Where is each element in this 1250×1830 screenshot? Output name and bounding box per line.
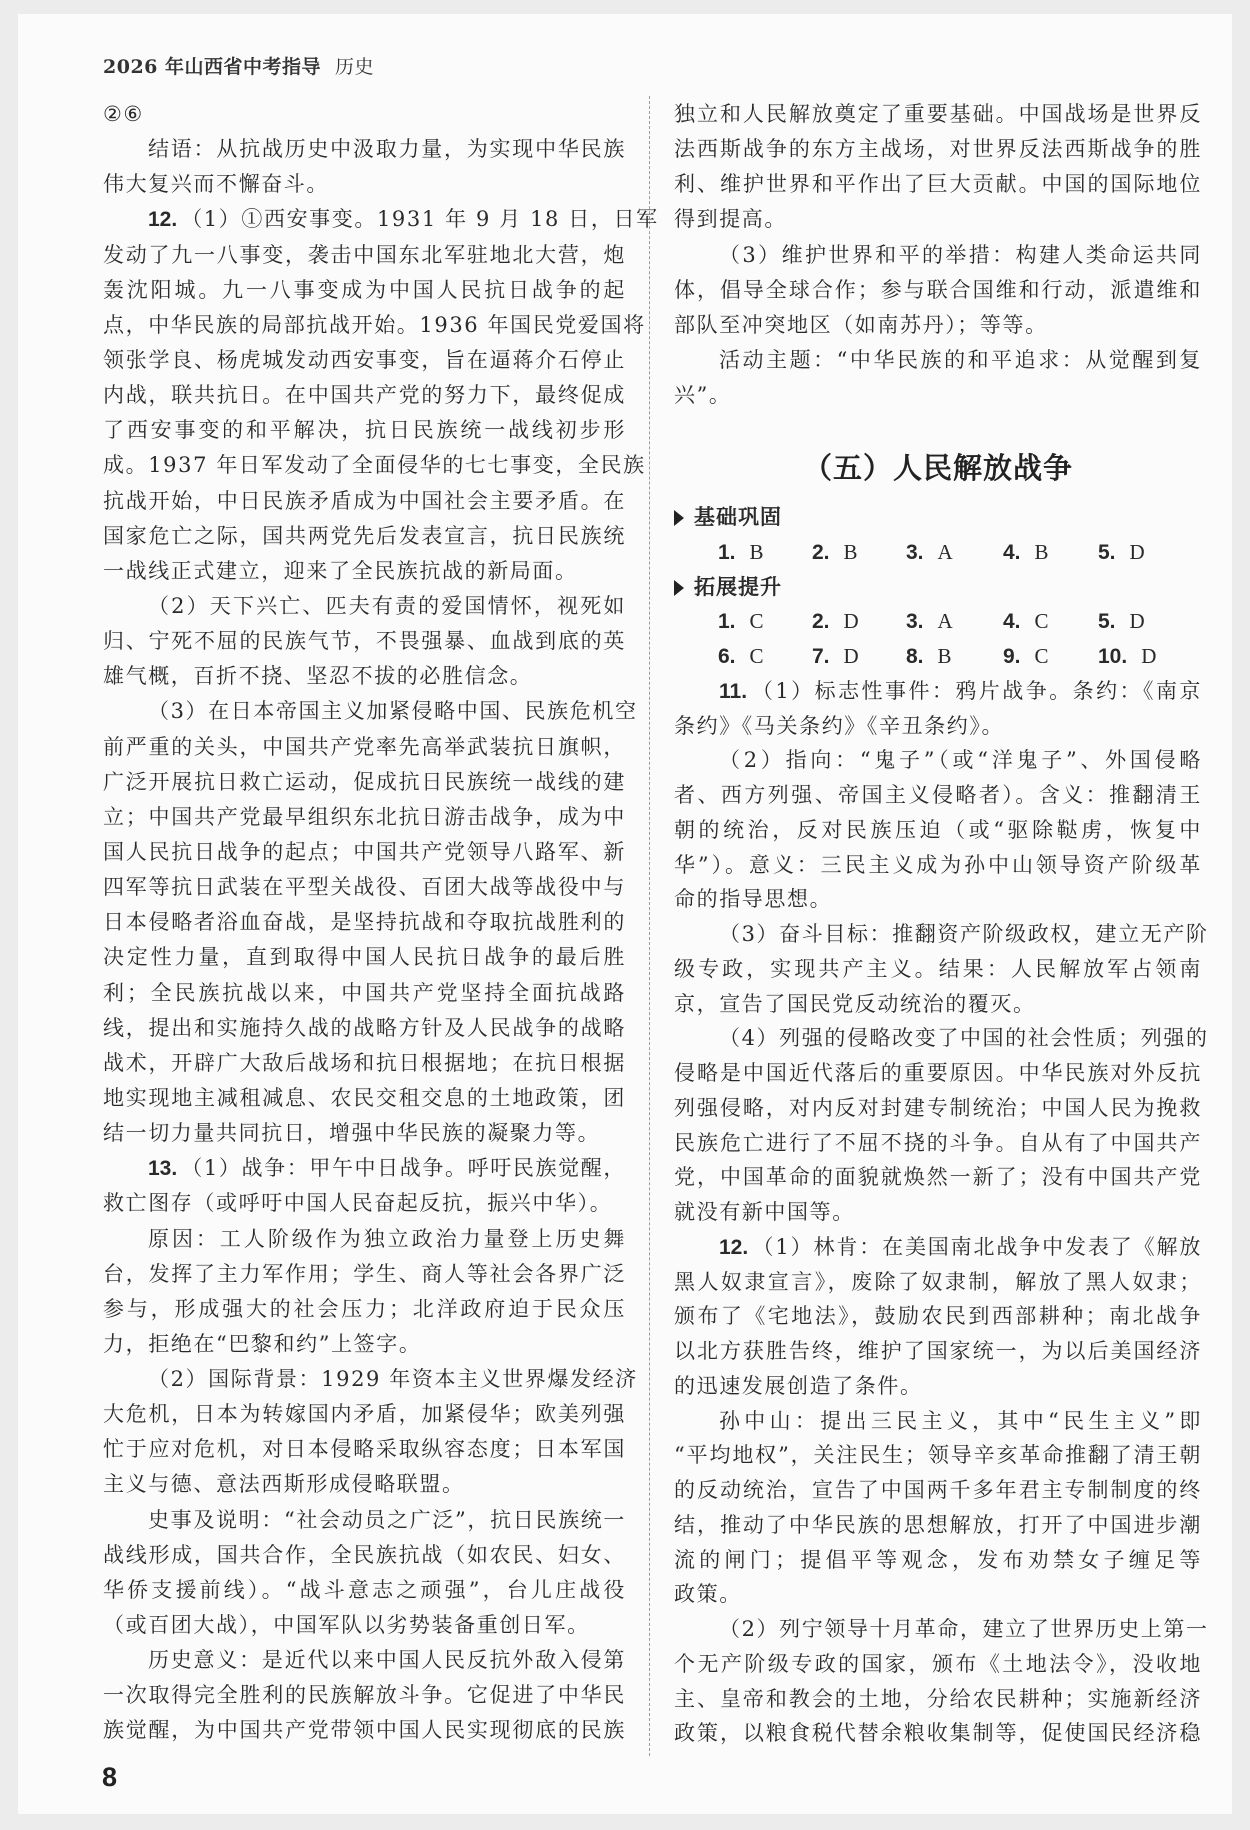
answer-item <box>812 604 860 640</box>
text-line <box>674 709 1202 744</box>
line-text: 立；中国共产党最早组织东北抗日游击战争，成为中 <box>103 804 626 829</box>
text-line <box>674 1021 1209 1056</box>
text-line <box>674 1508 1202 1543</box>
line-text: 台，发挥了主力军作用；学生、商人等社会各界广泛 <box>103 1261 626 1286</box>
line-text: 者、西方列强、帝国主义侵略者）。含义：推翻清王 <box>674 783 1202 807</box>
text-line <box>103 1081 626 1116</box>
line-text: 法西斯战争的东方主战场，对世界反法西斯战争的胜 <box>674 137 1202 162</box>
text-line <box>103 835 626 870</box>
text-line <box>103 1503 626 1538</box>
answer-number: 1. <box>718 540 736 564</box>
text-line <box>103 1643 626 1678</box>
text-line <box>674 167 1202 202</box>
answer-number: 5. <box>1098 610 1116 634</box>
line-text: 政策。 <box>674 1582 742 1607</box>
answer-number: 1. <box>718 610 736 634</box>
text-line <box>103 694 638 729</box>
column-divider <box>649 96 650 1756</box>
text-line <box>674 882 1202 917</box>
text-line <box>103 976 626 1011</box>
running-header <box>103 52 374 79</box>
text-line <box>674 343 1202 378</box>
answer-number: 5. <box>1098 540 1116 564</box>
right-column-bottom <box>674 500 1209 1751</box>
text-line <box>103 1011 626 1046</box>
answer-choice: C <box>1034 644 1051 668</box>
question-number: 12. <box>148 208 178 232</box>
text-line <box>103 1432 626 1467</box>
answer-choice: A <box>937 539 955 564</box>
line-text: 颁布了《宅地法》，鼓励农民到西部耕种；南北战争 <box>674 1304 1202 1329</box>
answer-number: 4. <box>1003 540 1021 564</box>
document-page <box>18 14 1232 1814</box>
text-line <box>674 1195 1202 1230</box>
line-text: 主义与德、意法西斯形成侵略联盟。 <box>103 1472 465 1497</box>
answer-choice: C <box>749 644 766 668</box>
paragraph <box>674 1021 1209 1230</box>
line-text: 领张学良、杨虎城发动西安事变，旨在逼蒋介石停止 <box>103 347 626 372</box>
text-line <box>103 413 626 448</box>
line-text: 以北方获胜告终，维护了国家统一，为以后美国经济 <box>674 1339 1202 1363</box>
line-text: 战术，开辟广大敌后战场和抗日根据地；在抗日根据 <box>103 1050 626 1075</box>
line-text: 体，倡导全球合作；参与联合国维和行动，派遣维和 <box>674 277 1202 302</box>
answer-item <box>1003 535 1050 571</box>
answer-item <box>906 639 953 675</box>
line-text: （4）列强的侵略改变了中国的社会性质；列强的 <box>719 1026 1209 1051</box>
answer-number: 2. <box>812 540 830 564</box>
line-text: 决定性力量，直到取得中国人民抗日战争的最后胜 <box>103 945 626 970</box>
text-line <box>674 1299 1202 1334</box>
line-text: 级专政，实现共产主义。结果：人民解放军占领南 <box>674 956 1202 981</box>
text-line <box>674 378 1202 413</box>
answer-choice: B <box>843 539 860 564</box>
header-subject: 历史 <box>335 56 375 78</box>
answer-choice: B <box>937 644 954 668</box>
line-text: （2）指向：“鬼子”（或“洋鬼子”、外国侵略 <box>719 748 1202 773</box>
line-text: 战线形成，国共合作，全民族抗战（如农民、妇女、 <box>103 1542 626 1567</box>
text-line <box>674 1577 1202 1612</box>
line-text: 的迅速发展创造了条件。 <box>674 1373 923 1398</box>
text-line <box>674 848 1202 883</box>
text-line <box>674 238 1202 273</box>
line-text: 雄气概，百折不挠、坚忍不拔的必胜信念。 <box>103 664 533 689</box>
triangle-bullet-icon <box>674 580 684 596</box>
text-line <box>674 132 1202 167</box>
answer-item <box>718 535 765 571</box>
text-line <box>674 1612 1209 1647</box>
text-line <box>103 800 626 835</box>
answer-item <box>718 604 765 640</box>
text-line <box>674 1091 1202 1126</box>
text-line <box>674 1404 1202 1439</box>
line-text: ②⑥ <box>103 102 144 126</box>
answer-number: 3. <box>906 610 924 634</box>
text-line <box>674 1543 1202 1578</box>
line-text: （3）维护世界和平的举措：构建人类命运共同 <box>719 242 1202 267</box>
text-line <box>103 940 626 975</box>
answer-number: 2. <box>812 610 830 634</box>
text-line <box>103 1573 626 1608</box>
answer-item <box>906 604 954 640</box>
answer-item <box>1098 639 1158 675</box>
answer-choice: A <box>937 609 955 634</box>
text-line <box>674 97 1202 132</box>
text-line <box>674 1265 1202 1300</box>
line-text: （3）在日本帝国主义加紧侵略中国、民族危机空 <box>148 699 638 724</box>
paragraph <box>103 1222 626 1363</box>
line-text: 民族危亡进行了不屈不挠的斗争。自从有了中国共产 <box>674 1130 1202 1155</box>
line-text: 华”）。意义：三民主义成为孙中山领导资产阶级革 <box>674 852 1202 877</box>
text-line <box>103 1292 626 1327</box>
subsection-label: 拓展提升 <box>694 574 782 599</box>
answer-item <box>1098 604 1146 640</box>
paragraph <box>103 132 626 202</box>
line-text: 个无产阶级专政的国家，颁布《土地法令》，没收地 <box>674 1651 1202 1676</box>
answer-choice: C <box>1034 609 1051 634</box>
text-line <box>103 308 646 343</box>
text-line <box>103 519 626 554</box>
line-text: 救亡图存（或呼吁中国人民奋起反抗，振兴中华）。 <box>103 1191 613 1216</box>
text-line <box>674 952 1202 987</box>
answer-item <box>1003 604 1050 640</box>
line-text: （1）标志性事件：鸦片战争。条约：《南京 <box>751 678 1202 703</box>
answer-item <box>1098 535 1146 571</box>
answer-item <box>1003 639 1050 675</box>
line-text: 京，宣告了国民党反动统治的覆灭。 <box>674 991 1036 1016</box>
text-line <box>103 448 646 483</box>
text-line <box>103 1397 626 1432</box>
section-title: （五）人民解放战争 <box>802 453 1073 485</box>
line-text: 朝的统治，反对民族压迫（或“驱除鞑虏，恢复中 <box>674 817 1202 842</box>
text-line <box>103 1608 626 1643</box>
answer-item <box>812 639 860 675</box>
text-line <box>674 1716 1202 1751</box>
text-line <box>674 308 1202 343</box>
text-line <box>674 1473 1202 1508</box>
triangle-bullet-icon <box>674 510 684 526</box>
text-line <box>674 813 1202 848</box>
line-text: 结语：从抗战历史中汲取力量，为实现中华民族 <box>148 137 626 162</box>
text-line <box>103 624 626 659</box>
line-text: 轰沈阳城。九一八事变成为中国人民抗日战争的起 <box>103 277 626 302</box>
line-text: （2）列宁领导十月革命，建立了世界历史上第一 <box>719 1617 1209 1641</box>
line-text: 史事及说明：“社会动员之广泛”，抗日民族统一 <box>148 1507 626 1532</box>
text-line <box>103 1186 626 1221</box>
answer-row <box>674 535 1202 570</box>
text-line <box>674 917 1209 952</box>
line-text: 发动了九一八事变，袭击中国东北军驻地北大营，炮 <box>103 242 626 267</box>
answer-choice: C <box>749 609 766 634</box>
paragraph <box>674 743 1202 917</box>
left-column <box>103 97 659 1749</box>
answer-number: 10. <box>1098 645 1128 668</box>
paragraph <box>674 97 1202 238</box>
question-number: 13. <box>148 1157 178 1181</box>
line-text: 线，提出和实施持久战的战略方针及人民战争的战略 <box>103 1015 626 1040</box>
text-line <box>674 1160 1202 1195</box>
text-line <box>103 659 626 694</box>
paragraph <box>674 343 1202 413</box>
line-text: 独立和人民解放奠定了重要基础。中国战场是世界反 <box>674 102 1202 126</box>
line-text: 抗战开始，中日民族矛盾成为中国社会主要矛盾。在 <box>103 488 626 513</box>
line-text: 得到提高。 <box>674 207 787 232</box>
line-text: 活动主题：“中华民族的和平追求：从觉醒到复 <box>719 347 1202 372</box>
line-text: 力，拒绝在“巴黎和约”上签字。 <box>103 1331 422 1356</box>
line-text: 四军等抗日武装在平型关战役、百团大战等战役中与 <box>103 875 626 900</box>
line-text: 国家危亡之际，国共两党先后发表宣言，抗日民族统 <box>103 523 626 548</box>
text-line <box>103 765 626 800</box>
line-text: 忙于应对危机，对日本侵略采取纵容态度；日本军国 <box>103 1437 626 1462</box>
line-text: 结一切力量共同抗日，增强中华民族的凝聚力等。 <box>103 1121 601 1146</box>
subsection-heading <box>674 500 1202 535</box>
paragraph <box>103 1643 626 1748</box>
line-text: （1）①西安事变。1931 年 9 月 18 日，日军 <box>181 207 659 232</box>
text-line <box>103 484 626 519</box>
line-text: 日本侵略者浴血奋战，是坚持抗战和夺取抗战胜利的 <box>103 910 626 935</box>
subsection-heading <box>674 570 1202 605</box>
text-line <box>103 1257 626 1292</box>
text-line <box>674 1682 1202 1717</box>
paragraph <box>103 1151 626 1221</box>
text-line <box>674 1230 1202 1265</box>
text-line <box>103 97 626 132</box>
answer-item <box>718 639 765 675</box>
paragraph <box>674 917 1209 1021</box>
question-number: 11. <box>719 679 748 703</box>
line-text: 国人民抗日战争的起点；中国共产党领导八路军、新 <box>103 839 626 864</box>
header-title: 2026 年山西省中考指导 <box>103 56 321 78</box>
text-line <box>103 870 626 905</box>
answer-choice: D <box>843 644 861 668</box>
text-line <box>103 1678 626 1713</box>
line-text: 大危机，日本为转嫁国内矛盾，加紧侵华；欧美列强 <box>103 1402 626 1427</box>
line-text: 点，中华民族的局部抗战开始。1936 年国民党爱国将 <box>103 312 646 337</box>
answer-choice: D <box>1141 644 1158 668</box>
text-line <box>674 1438 1202 1473</box>
line-text: 命的指导思想。 <box>674 887 833 912</box>
text-line <box>103 132 626 167</box>
answer-row <box>674 639 1202 674</box>
line-text: （1）战争：甲午中日战争。呼吁民族觉醒， <box>181 1156 626 1181</box>
paragraph <box>103 589 626 694</box>
line-text: 政策，以粮食税代替余粮收集制等，促使国民经济稳 <box>674 1721 1202 1746</box>
text-line <box>103 1327 626 1362</box>
answer-choice: B <box>749 539 766 564</box>
text-line <box>103 343 626 378</box>
answer-choice: D <box>1129 609 1147 634</box>
text-line <box>103 1362 638 1397</box>
paragraph <box>674 1230 1202 1404</box>
text-line <box>103 1046 626 1081</box>
line-text: 一战线正式建立，迎来了全民族抗战的新局面。 <box>103 558 578 583</box>
line-text: 广泛开展抗日救亡运动，促成抗日民族统一战线的建 <box>103 769 626 794</box>
line-text: 的反动统治，宣告了中国两千多年君主专制制度的终 <box>674 1478 1202 1502</box>
line-text: （3）奋斗目标：推翻资产阶级政权，建立无产阶 <box>719 922 1209 946</box>
line-text: 了西安事变的和平解决，抗日民族统一战线初步形 <box>103 418 626 443</box>
line-text: 利；全民族抗战以来，中国共产党坚持全面抗战路 <box>103 980 626 1005</box>
page-number: 8 <box>102 1762 118 1792</box>
text-line <box>103 378 626 413</box>
text-line <box>674 1126 1202 1161</box>
text-line <box>103 1467 626 1502</box>
text-line <box>674 778 1202 813</box>
line-text: 利、维护世界和平作出了巨大贡献。中国的国际地位 <box>674 172 1202 197</box>
text-line <box>103 238 626 273</box>
line-text: 华侨支援前线）。“战斗意志之顽强”，台儿庄战役 <box>103 1577 626 1602</box>
line-text: 一次取得完全胜利的民族解放斗争。它促进了中华民 <box>103 1683 626 1708</box>
paragraph <box>103 694 638 1151</box>
paragraph <box>103 202 659 589</box>
line-text: 主、皇帝和教会的土地，分给农民耕种；实施新经济 <box>674 1686 1202 1711</box>
line-text: （2）国际背景：1929 年资本主义世界爆发经济 <box>148 1367 638 1392</box>
paragraph <box>103 1362 638 1503</box>
line-text: 参与，形成强大的社会压力；北洋政府迫于民众压 <box>103 1296 626 1321</box>
text-line <box>674 1334 1202 1369</box>
line-text: 列强侵略，对内反对封建专制统治；中国人民为挽救 <box>674 1095 1202 1120</box>
answer-choice: D <box>843 609 861 634</box>
line-text: 伟大复兴而不懈奋斗。 <box>103 172 329 197</box>
line-text: 黑人奴隶宣言》，废除了奴隶制，解放了黑人奴隶； <box>674 1269 1202 1294</box>
text-line <box>103 905 626 940</box>
line-text: 结，推动了中华民族的思想解放，打开了中国进步潮 <box>674 1512 1202 1537</box>
paragraph <box>674 1612 1209 1751</box>
text-line <box>103 1116 626 1151</box>
line-text: 侵略是中国近代落后的重要原因。中华民族对外反抗 <box>674 1061 1202 1085</box>
answer-choice: D <box>1129 539 1147 564</box>
answer-choice: B <box>1034 539 1051 564</box>
text-line <box>103 1538 626 1573</box>
answer-number: 6. <box>718 645 736 668</box>
subsection-label: 基础巩固 <box>694 505 782 529</box>
line-text: 内战，联共抗日。在中国共产党的努力下，最终促成 <box>103 383 626 408</box>
text-line <box>103 1222 626 1257</box>
paragraph <box>674 1404 1202 1613</box>
text-line <box>103 554 626 589</box>
line-text: 党，中国革命的面貌就焕然一新了；没有中国共产党 <box>674 1165 1202 1190</box>
line-text: （或百团大战），中国军队以劣势装备重创日军。 <box>103 1613 590 1638</box>
line-text: 就没有新中国等。 <box>674 1200 855 1224</box>
answer-number: 4. <box>1003 610 1021 634</box>
answer-number: 7. <box>812 645 830 668</box>
paragraph <box>103 97 626 132</box>
text-line <box>674 273 1202 308</box>
line-text: 流的闸门；提倡平等观念，发布劝禁女子缠足等 <box>674 1547 1202 1572</box>
text-line <box>103 589 626 624</box>
text-line <box>103 1151 626 1186</box>
line-text: 原因：工人阶级作为独立政治力量登上历史舞 <box>148 1226 626 1251</box>
text-line <box>674 202 1202 237</box>
text-line <box>674 1056 1202 1091</box>
answer-item <box>906 535 954 571</box>
line-text: 地实现地主减租减息、农民交租交息的土地政策，团 <box>103 1085 626 1110</box>
text-line <box>103 202 659 237</box>
line-text: 部队至冲突地区（如南苏丹）；等等。 <box>674 312 1048 337</box>
question-number: 12. <box>719 1235 749 1259</box>
paragraph <box>674 238 1202 343</box>
text-line <box>103 167 626 202</box>
answer-row <box>674 604 1202 639</box>
answer-number: 8. <box>906 645 924 668</box>
line-text: 兴”。 <box>674 383 732 408</box>
answer-number: 3. <box>906 540 924 564</box>
text-line <box>103 1713 626 1748</box>
text-line <box>674 743 1202 778</box>
right-column-top <box>674 97 1202 413</box>
text-line <box>674 1369 1202 1404</box>
answer-number: 9. <box>1003 645 1021 668</box>
text-line <box>674 987 1202 1022</box>
line-text: “平均地权”，关注民生；领导辛亥革命推翻了清王朝 <box>674 1443 1202 1468</box>
text-line <box>103 730 626 765</box>
line-text: （1）林肯：在美国南北战争中发表了《解放 <box>752 1234 1202 1259</box>
line-text: 条约》《马关条约》《辛丑条约》。 <box>674 713 1005 738</box>
line-text: （2）天下兴亡、匹夫有责的爱国情怀，视死如 <box>148 593 626 618</box>
line-text: 前严重的关头，中国共产党率先高举武装抗日旗帜， <box>103 734 626 759</box>
line-text: 归、宁死不屈的民族气节，不畏强暴、血战到底的英 <box>103 629 626 654</box>
paragraph <box>674 674 1202 744</box>
text-line <box>674 674 1202 709</box>
line-text: 族觉醒，为中国共产党带领中国人民实现彻底的民族 <box>103 1718 626 1743</box>
line-text: 孙中山：提出三民主义，其中“民生主义”即 <box>719 1408 1202 1433</box>
answer-item <box>812 535 859 571</box>
text-line <box>674 1647 1202 1682</box>
line-text: 历史意义：是近代以来中国人民反抗外敌入侵第 <box>148 1648 626 1673</box>
paragraph <box>103 1503 626 1644</box>
line-text: 成。1937 年日军发动了全面侵华的七七事变，全民族 <box>103 453 646 478</box>
text-line <box>103 273 626 308</box>
